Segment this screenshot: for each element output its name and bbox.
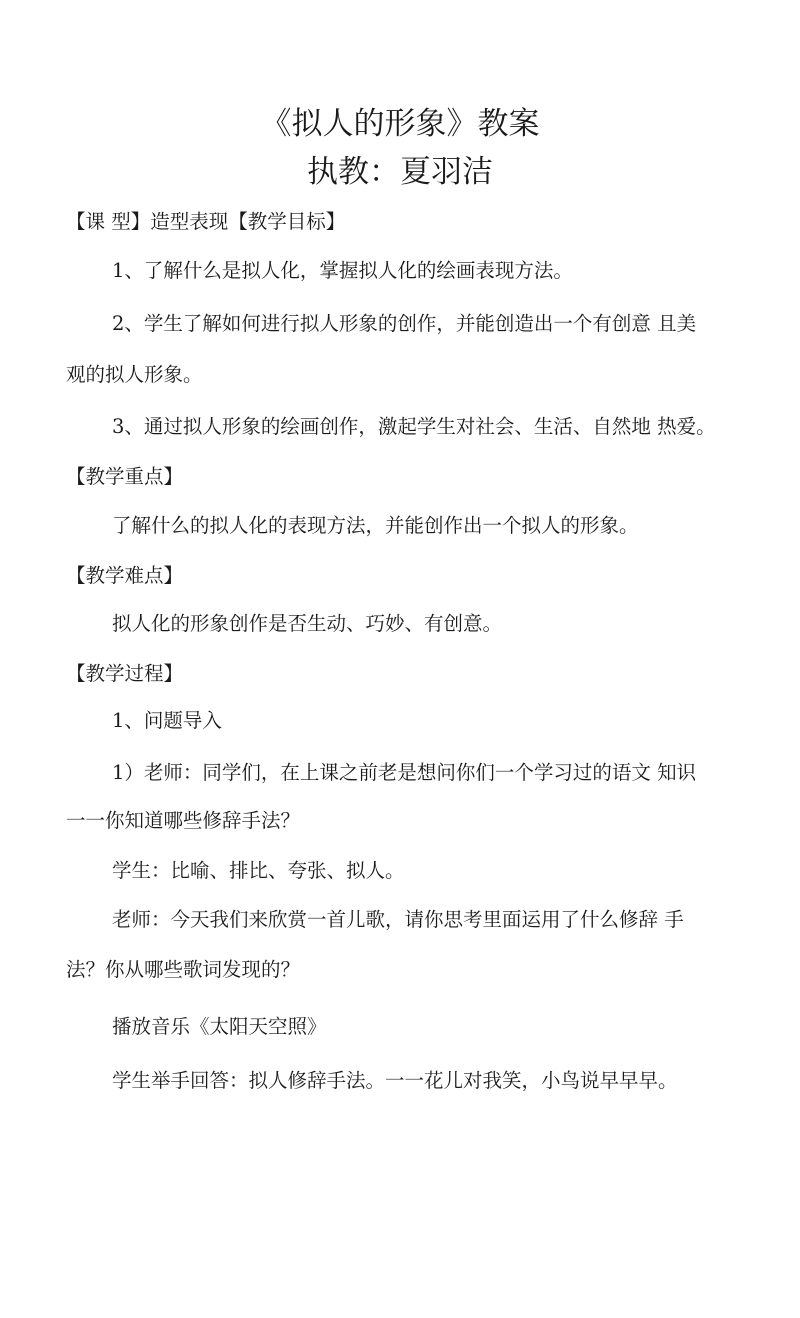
process-paragraph-1: 1）老师：同学们，在上课之前老是想问你们一个学习过的语文 知识: [112, 761, 697, 784]
section-process: 【教学过程】: [66, 662, 184, 685]
process-step-1: 1、问题导入: [112, 709, 222, 732]
objective-2: 2、学生了解如何进行拟人形象的创作，并能创造出一个有创意 且美: [112, 312, 697, 335]
objective-3: 3、通过拟人形象的绘画创作，激起学生对社会、生活、自然地 热爱。: [112, 415, 716, 438]
document-title: 《拟人的形象》教案: [260, 106, 540, 142]
document-subtitle: 执教：夏羽洁: [307, 154, 493, 190]
objective-1: 1、了解什么是拟人化，掌握拟人化的绘画表现方法。: [112, 259, 573, 282]
play-music: 播放音乐《太阳天空照》: [112, 1015, 327, 1038]
difficulties-text: 拟人化的形象创作是否生动、巧妙、有创意。: [112, 612, 503, 635]
student-answer-1: 学生：比喻、排比、夸张、拟人。: [112, 859, 405, 882]
objective-2-cont: 观的拟人形象。: [66, 363, 203, 386]
key-points-text: 了解什么的拟人化的表现方法，并能创作出一个拟人的形象。: [112, 514, 639, 537]
process-paragraph-1-cont: 一一你知道哪些修辞手法？: [66, 809, 301, 832]
section-key-points: 【教学重点】: [66, 465, 184, 488]
section-difficulties: 【教学难点】: [66, 564, 184, 587]
teacher-question: 老师：今天我们来欣赏一首儿歌，请你思考里面运用了什么修辞 手: [112, 908, 684, 931]
section-lesson-type-objectives: 【课 型】造型表现【教学目标】: [66, 210, 346, 233]
teacher-question-cont: 法？你从哪些歌词发现的？: [66, 958, 301, 981]
student-answer-2: 学生举手回答：拟人修辞手法。一一花儿对我笑，小鸟说早早早。: [112, 1069, 678, 1092]
